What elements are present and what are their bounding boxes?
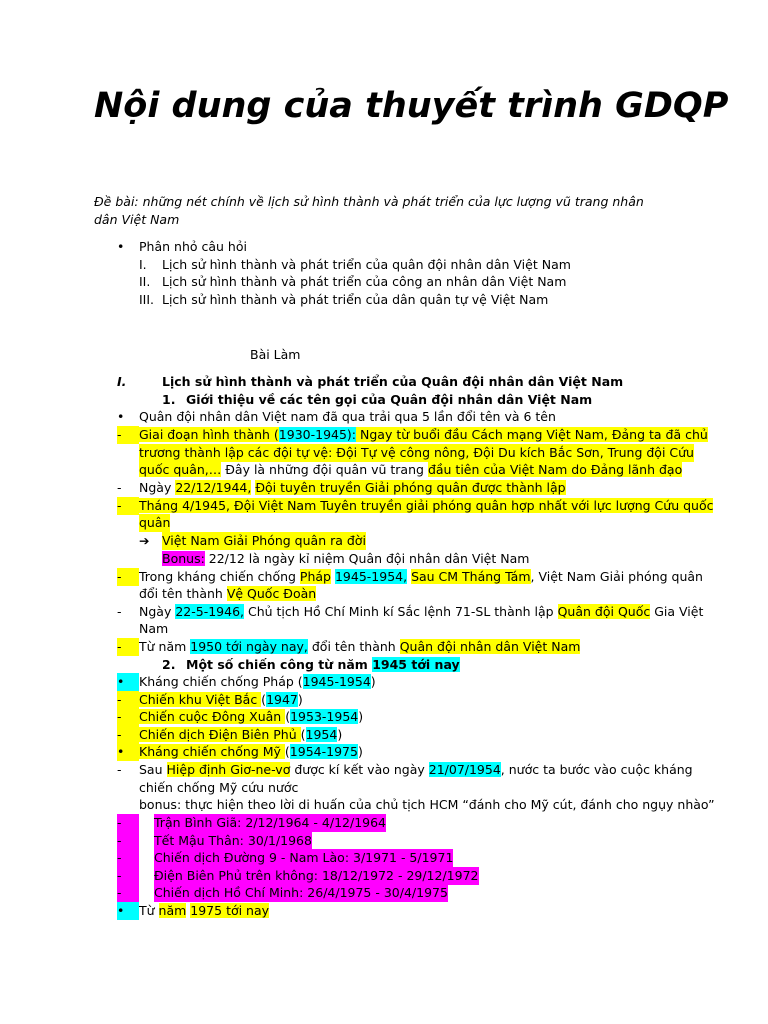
bullet-icon: • (117, 409, 125, 424)
outline-item-number: III. (139, 292, 155, 307)
outline-item: Lịch sử hình thành và phát triển của dân quân tự vệ Việt Nam (162, 292, 549, 307)
text-line: Trong kháng chiến chống Pháp 1945-1954, Sau CM Tháng Tám, Việt Nam Giải phóng quân (139, 569, 703, 584)
text-line: Chiến khu Việt Bắc (1947) (139, 692, 303, 707)
text-line: đổi tên thành Vệ Quốc Đoàn (139, 586, 317, 601)
text-line: Từ năm 1950 tới ngày nay, đổi tên thành Quân đội nhân dân Việt Nam (139, 639, 581, 654)
bai-lam-heading: Bài Làm (250, 347, 301, 362)
text-line: Giai đoạn hình thành (1930-1945): Ngay từ buổi đầu Cách mạng Việt Nam, Đảng ta đã chủ (139, 427, 708, 442)
text-line: Kháng chiến chống Mỹ (1954-1975) (139, 744, 363, 759)
text-line: bonus: thực hiện theo lời di huấn của chủ tịch HCM “đánh cho Mỹ cút, đánh cho ngụy nhào” (139, 797, 715, 812)
text-line: Điện Biên Phủ trên không: 18/12/1972 - 29/12/1972 (154, 868, 479, 883)
dash-marker: - (117, 814, 139, 832)
subsection-title: Giới thiệu về các tên gọi của Quân đội nhân dân Việt Nam (186, 392, 593, 407)
outline-item-number: I. (139, 257, 147, 272)
bullet-icon: • (117, 743, 139, 761)
bullet-icon: • (117, 902, 139, 920)
text-line: quân (139, 515, 171, 530)
text-line: quốc quân,… Đây là những đội quân vũ trang đầu tiên của Việt Nam do Đảng lãnh đạo (139, 462, 683, 477)
dash-marker: - (117, 480, 122, 495)
dash-marker: - (117, 867, 139, 885)
dash-marker: - (117, 849, 139, 867)
dash-marker: - (117, 638, 139, 656)
arrow-icon: ➔ (139, 533, 150, 548)
document-title: Nội dung của thuyết trình GDQP (94, 86, 729, 126)
dash-marker: - (117, 426, 139, 444)
text-line: Bonus: 22/12 là ngày kỉ niệm Quân đội nhân dân Việt Nam (162, 551, 530, 566)
text-line: Kháng chiến chống Pháp (1945-1954) (139, 674, 376, 689)
text-line: Việt Nam Giải Phóng quân ra đời (162, 533, 366, 548)
subsection-number: 2. (162, 657, 176, 672)
text-line: Chiến dịch Hồ Chí Minh: 26/4/1975 - 30/4/1975 (154, 885, 448, 900)
text-line: Sau Hiệp định Giơ-ne-vơ được kí kết vào ngày 21/07/1954, nước ta bước vào cuộc kháng (139, 762, 693, 777)
text-line: Trận Bình Giã: 2/12/1964 - 4/12/1964 (154, 815, 387, 830)
outline-item: Lịch sử hình thành và phát triển của quân đội nhân dân Việt Nam (162, 257, 571, 272)
dash-marker: - (117, 691, 139, 709)
bullet-icon: • (117, 673, 139, 691)
text-line: Ngày 22-5-1946, Chủ tịch Hồ Chí Minh kí Sắc lệnh 71-SL thành lập Quân đội Quốc Gia Việt (139, 604, 704, 619)
outline-heading: Phân nhỏ câu hỏi (139, 239, 247, 254)
text-line: Nam (139, 621, 169, 636)
text-line: Ngày 22/12/1944, Đội tuyên truyền Giải phóng quân được thành lập (139, 480, 566, 495)
dash-marker: - (117, 604, 122, 619)
outline-item-number: II. (139, 274, 151, 289)
dash-marker: - (117, 708, 139, 726)
outline-bullet-icon: • (117, 239, 125, 254)
text-line: Tết Mậu Thân: 30/1/1968 (154, 833, 312, 848)
text-line: Tháng 4/1945, Đội Việt Nam Tuyên truyền giải phóng quân hợp nhất với lực lượng Cứu quốc (139, 498, 714, 513)
text-line: trương thành lập các đội tự vệ: Đội Tự vệ công nông, Đội Du kích Bắc Sơn, Trung đội Cứu (139, 445, 694, 460)
text-line: Chiến dịch Điện Biên Phủ (1954) (139, 727, 343, 742)
text-line: Chiến cuộc Đông Xuân (1953-1954) (139, 709, 364, 724)
dash-marker: - (117, 568, 139, 586)
section-number: I. (117, 374, 127, 389)
outline-item: Lịch sử hình thành và phát triển của công an nhân dân Việt Nam (162, 274, 567, 289)
dash-marker: - (117, 884, 139, 902)
section-title: Lịch sử hình thành và phát triển của Quân đội nhân dân Việt Nam (162, 374, 624, 389)
text-line: chiến chống Mỹ cứu nước (139, 780, 299, 795)
text-line: Từ năm 1975 tới nay (139, 903, 270, 918)
subsection-number: 1. (162, 392, 176, 407)
dash-marker: - (117, 726, 139, 744)
text-line: Chiến dịch Đường 9 - Nam Lào: 3/1971 - 5/1971 (154, 850, 454, 865)
dash-marker: - (117, 497, 139, 515)
subsection-title: Một số chiến công từ năm 1945 tới nay (186, 657, 460, 672)
dash-marker: - (117, 832, 139, 850)
text-line: Quân đội nhân dân Việt nam đã qua trải qua 5 lần đổi tên và 6 tên (139, 409, 556, 424)
dash-marker: - (117, 762, 122, 777)
assignment-prompt: Đề bài: những nét chính về lịch sử hình thành và phát triển của lực lượng vũ trang nhân dân Việt Nam (94, 194, 644, 227)
